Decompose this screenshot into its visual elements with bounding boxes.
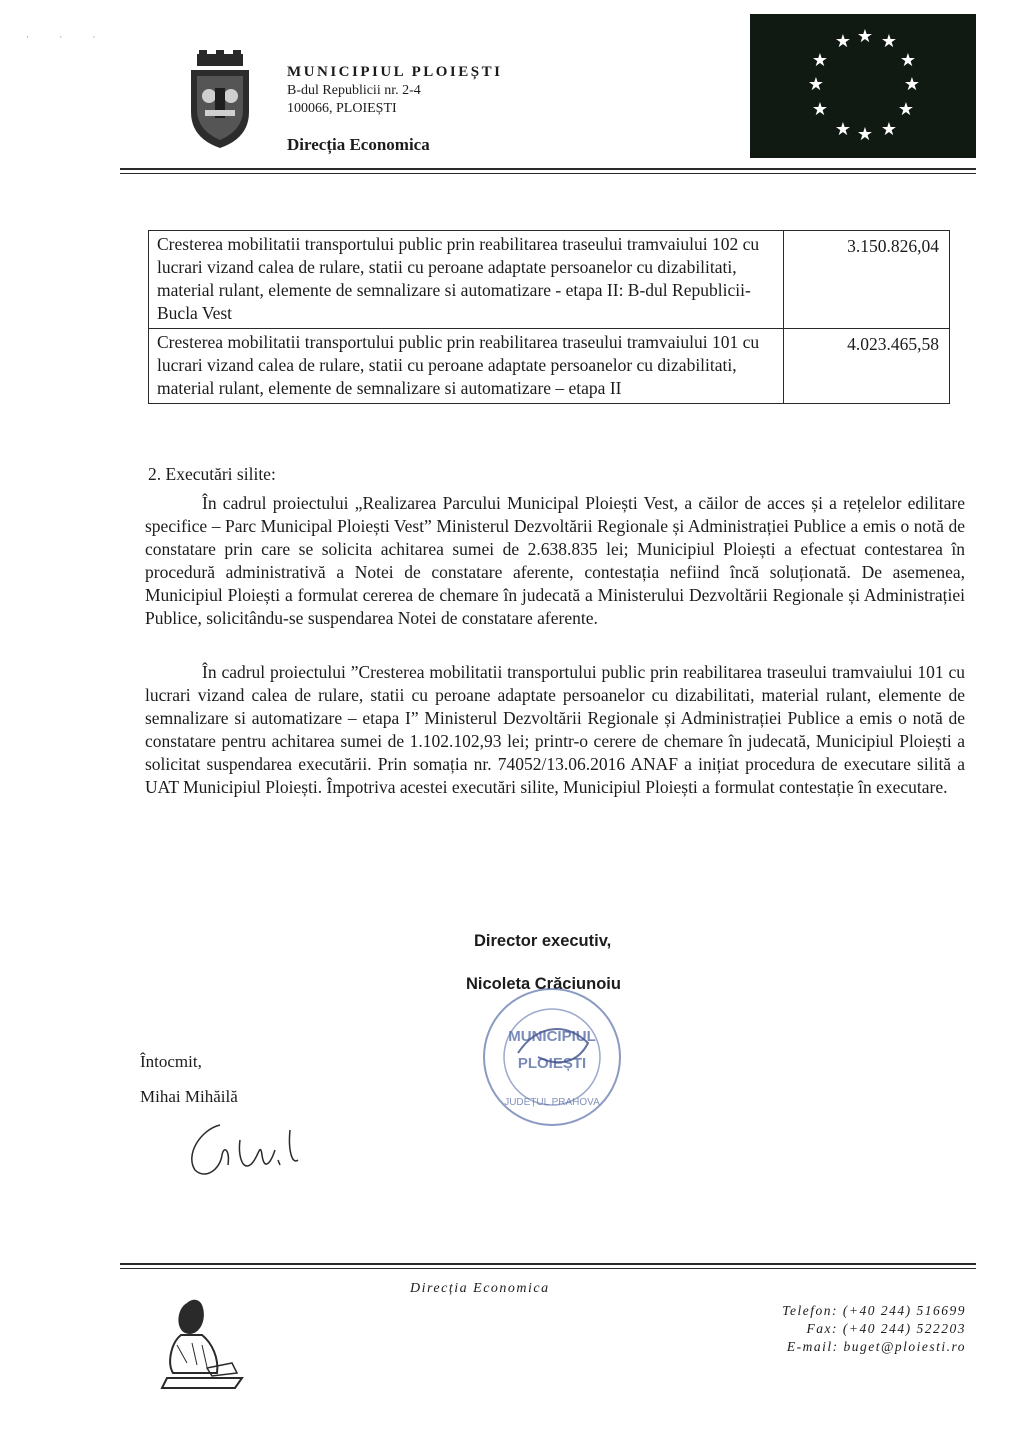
address-line-1: B-dul Republicii nr. 2-4 (287, 83, 421, 98)
svg-text:★: ★ (897, 99, 915, 120)
director-name: Nicoleta Crăciunoiu (466, 975, 621, 993)
writer-illustration-icon (157, 1283, 247, 1393)
department-title: Direcția Economica (287, 135, 430, 154)
contact-info (782, 1302, 966, 1356)
project-description: Cresterea mobilitatii transportului public prin reabilitarea traseului tramvaiului 101 cu lucrari vizand calea de rulare, statii cu peroane adaptate persoanelor cu dizabilitati, material rulant, elemente de semnalizare si automatizare – etapa II (149, 329, 784, 404)
municipality-title: MUNICIPIUL PLOIEȘTI (287, 64, 503, 80)
eu-stars-icon (750, 14, 976, 158)
svg-text:★: ★ (856, 124, 874, 145)
project-value: 3.150.826,04 (784, 231, 950, 329)
eu-flag (750, 14, 976, 158)
footer-email: E-mail: buget@ploiesti.ro (786, 1339, 966, 1354)
director-title: Director executiv, (474, 932, 612, 950)
svg-text:★: ★ (834, 31, 852, 52)
paragraph-2: În cadrul proiectului ”Cresterea mobilitatii transportului public prin reabilitarea traseului tramvaiului 101 cu lucrari vizand calea de rulare, statii cu peroane adaptate persoanelor cu dizabilitati, material rulant, elemente de semnalizare si automatizare – etapa I” Ministerul Dezvoltării Regionale și Administrației Publice a emis o notă de constatare pentru achitarea sumei de 1.102.102,93 lei; printr-o cerere de chemare în judecată, Municipiul Ploiești a solicitat suspendarea executării. Prin somația nr. 74052/13.06.2016 ANAF a inițiat procedura de executare silită a UAT Municipiul Ploiești. Împotriva acestei executări silite, Municipiul Ploiești a formulat contestație în executare. (145, 662, 965, 797)
address-line-2: 100066, PLOIEȘTI (287, 101, 397, 116)
svg-text:★: ★ (903, 74, 921, 95)
table-row (149, 329, 950, 404)
svg-text:★: ★ (880, 119, 898, 140)
footer-fax: Fax: (+40 244) 522203 (806, 1321, 966, 1336)
official-stamp (478, 983, 626, 1131)
project-table (148, 230, 950, 404)
header-rule (120, 168, 976, 170)
svg-text:★: ★ (899, 50, 917, 71)
stamp-line-1: MUNICIPIUL (508, 1028, 596, 1045)
svg-text:★: ★ (880, 31, 898, 52)
stamp-line-3: JUDEȚUL PRAHOVA (504, 1097, 600, 1108)
svg-text:★: ★ (856, 26, 874, 47)
footer-phone: Telefon: (+40 244) 516699 (782, 1303, 966, 1318)
coat-of-arms-icon (187, 50, 253, 150)
prepared-by-name: Mihai Mihăilă (140, 1087, 238, 1106)
project-description: Cresterea mobilitatii transportului public prin reabilitarea traseului tramvaiului 102 cu lucrari vizand calea de rulare, statii cu peroane adaptate persoanelor cu dizabilitati, material rulant, elemente de semnalizare si automatizare - etapa II: B-dul Republicii- Bucla Vest (149, 231, 784, 329)
svg-text:★: ★ (834, 119, 852, 140)
paragraph-1: În cadrul proiectului „Realizarea Parcului Municipal Ploiești Vest, a căilor de acces și a rețelelor edilitare specifice – Parc Municipal Ploiești Vest” Ministerul Dezvoltării Regionale și Administrației Publice a emis o notă de constatare prin care se solicita achitarea sumei de 2.638.835 lei; Municipiul Ploiești a efectuat contestarea în procedură administrativă a Notei de constatare aferente, contestația nefiind încă soluționată. De asemenea, Municipiul Ploiești a formulat cererea de chemare în judecată a Ministerului Dezvoltării Regionale și Administrației Publice, solicitându-se suspendarea Notei de constatare aferente. (145, 493, 965, 628)
preparer-signature-icon (180, 1110, 330, 1190)
prepared-by-title: Întocmit, (140, 1052, 202, 1071)
header-rule-thin (120, 173, 976, 174)
table-row (149, 231, 950, 329)
header-text (287, 62, 502, 155)
svg-text:★: ★ (811, 50, 829, 71)
footer-rule (120, 1263, 976, 1265)
section-heading: 2. Executări silite: (148, 464, 276, 484)
footer-rule-thin (120, 1268, 976, 1269)
stamp-line-2: PLOIEȘTI (517, 1055, 587, 1072)
svg-text:★: ★ (807, 74, 825, 95)
project-value: 4.023.465,58 (784, 329, 950, 404)
footer-department: Direcția Economica (410, 1281, 550, 1296)
scan-marks: · · · (26, 32, 110, 42)
svg-text:★: ★ (811, 99, 829, 120)
